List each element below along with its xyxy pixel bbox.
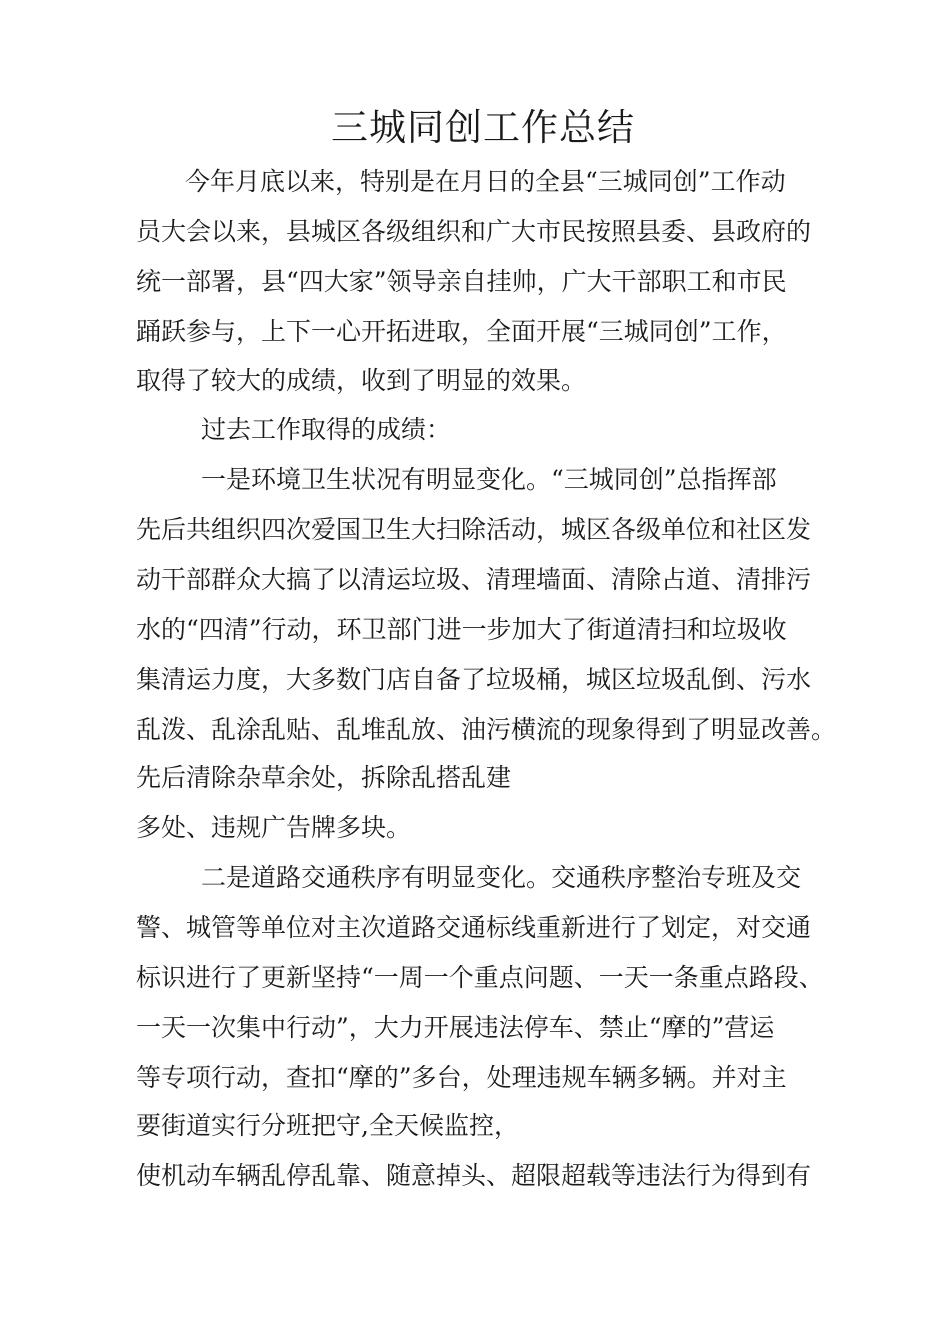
paragraph-line: 要街道实行分班把守,全天候监控，: [136, 1111, 519, 1140]
paragraph-line: 今年月底以来，特别是在月日的全县“三城同创”工作动: [185, 167, 786, 196]
paragraph-line: 水的“四清”行动，环卫部门进一步加大了街道清扫和垃圾收: [136, 615, 787, 644]
paragraph-line: 多处、违规广告牌多块。: [136, 813, 412, 842]
paragraph-line: 标识进行了更新坚持“一周一个重点问题、一天一条重点路段、: [136, 963, 824, 992]
paragraph-line: 过去工作取得的成绩：: [201, 415, 452, 444]
paragraph-line: 乱泼、乱涂乱贴、乱堆乱放、油污横流的现象得到了明显改善。: [136, 715, 837, 744]
paragraph-line: 一是环境卫生状况有明显变化。“三城同创”总指挥部: [201, 465, 777, 494]
paragraph-line: 先后清除杂草余处，拆除乱搭乱建: [136, 763, 512, 792]
paragraph-line: 踊跃参与，上下一心开拓进取，全面开展“三城同创”工作，: [136, 317, 787, 346]
paragraph-line: 二是道路交通秩序有明显变化。交通秩序整治专班及交: [201, 863, 802, 892]
paragraph-line: 统一部署，县“四大家”领导亲自挂帅，广大干部职工和市民: [136, 267, 787, 296]
paragraph-line: 集清运力度，大多数门店自备了垃圾桶，城区垃圾乱倒、污水: [136, 665, 812, 694]
paragraph-line: 使机动车辆乱停乱靠、随意掉头、超限超载等违法行为得到有: [136, 1161, 812, 1190]
paragraph-line: 先后共组织四次爱国卫生大扫除活动，城区各级单位和社区发: [136, 515, 812, 544]
paragraph-line: 取得了较大的成绩，收到了明显的效果。: [136, 366, 587, 395]
paragraph-line: 等专项行动，查扣“摩的”多台，处理违规车辆多辆。并对主: [136, 1063, 787, 1092]
paragraph-line: 一天一次集中行动”，大力开展违法停车、禁止“摩的”营运: [136, 1013, 775, 1042]
paragraph-line: 动干部群众大搞了以清运垃圾、清理墙面、清除占道、清排污: [136, 565, 812, 594]
document-title: 三城同创工作总结: [331, 106, 635, 149]
paragraph-line: 警、城管等单位对主次道路交通标线重新进行了划定，对交通: [136, 913, 812, 942]
paragraph-line: 员大会以来，县城区各级组织和广大市民按照县委、县政府的: [136, 217, 812, 246]
